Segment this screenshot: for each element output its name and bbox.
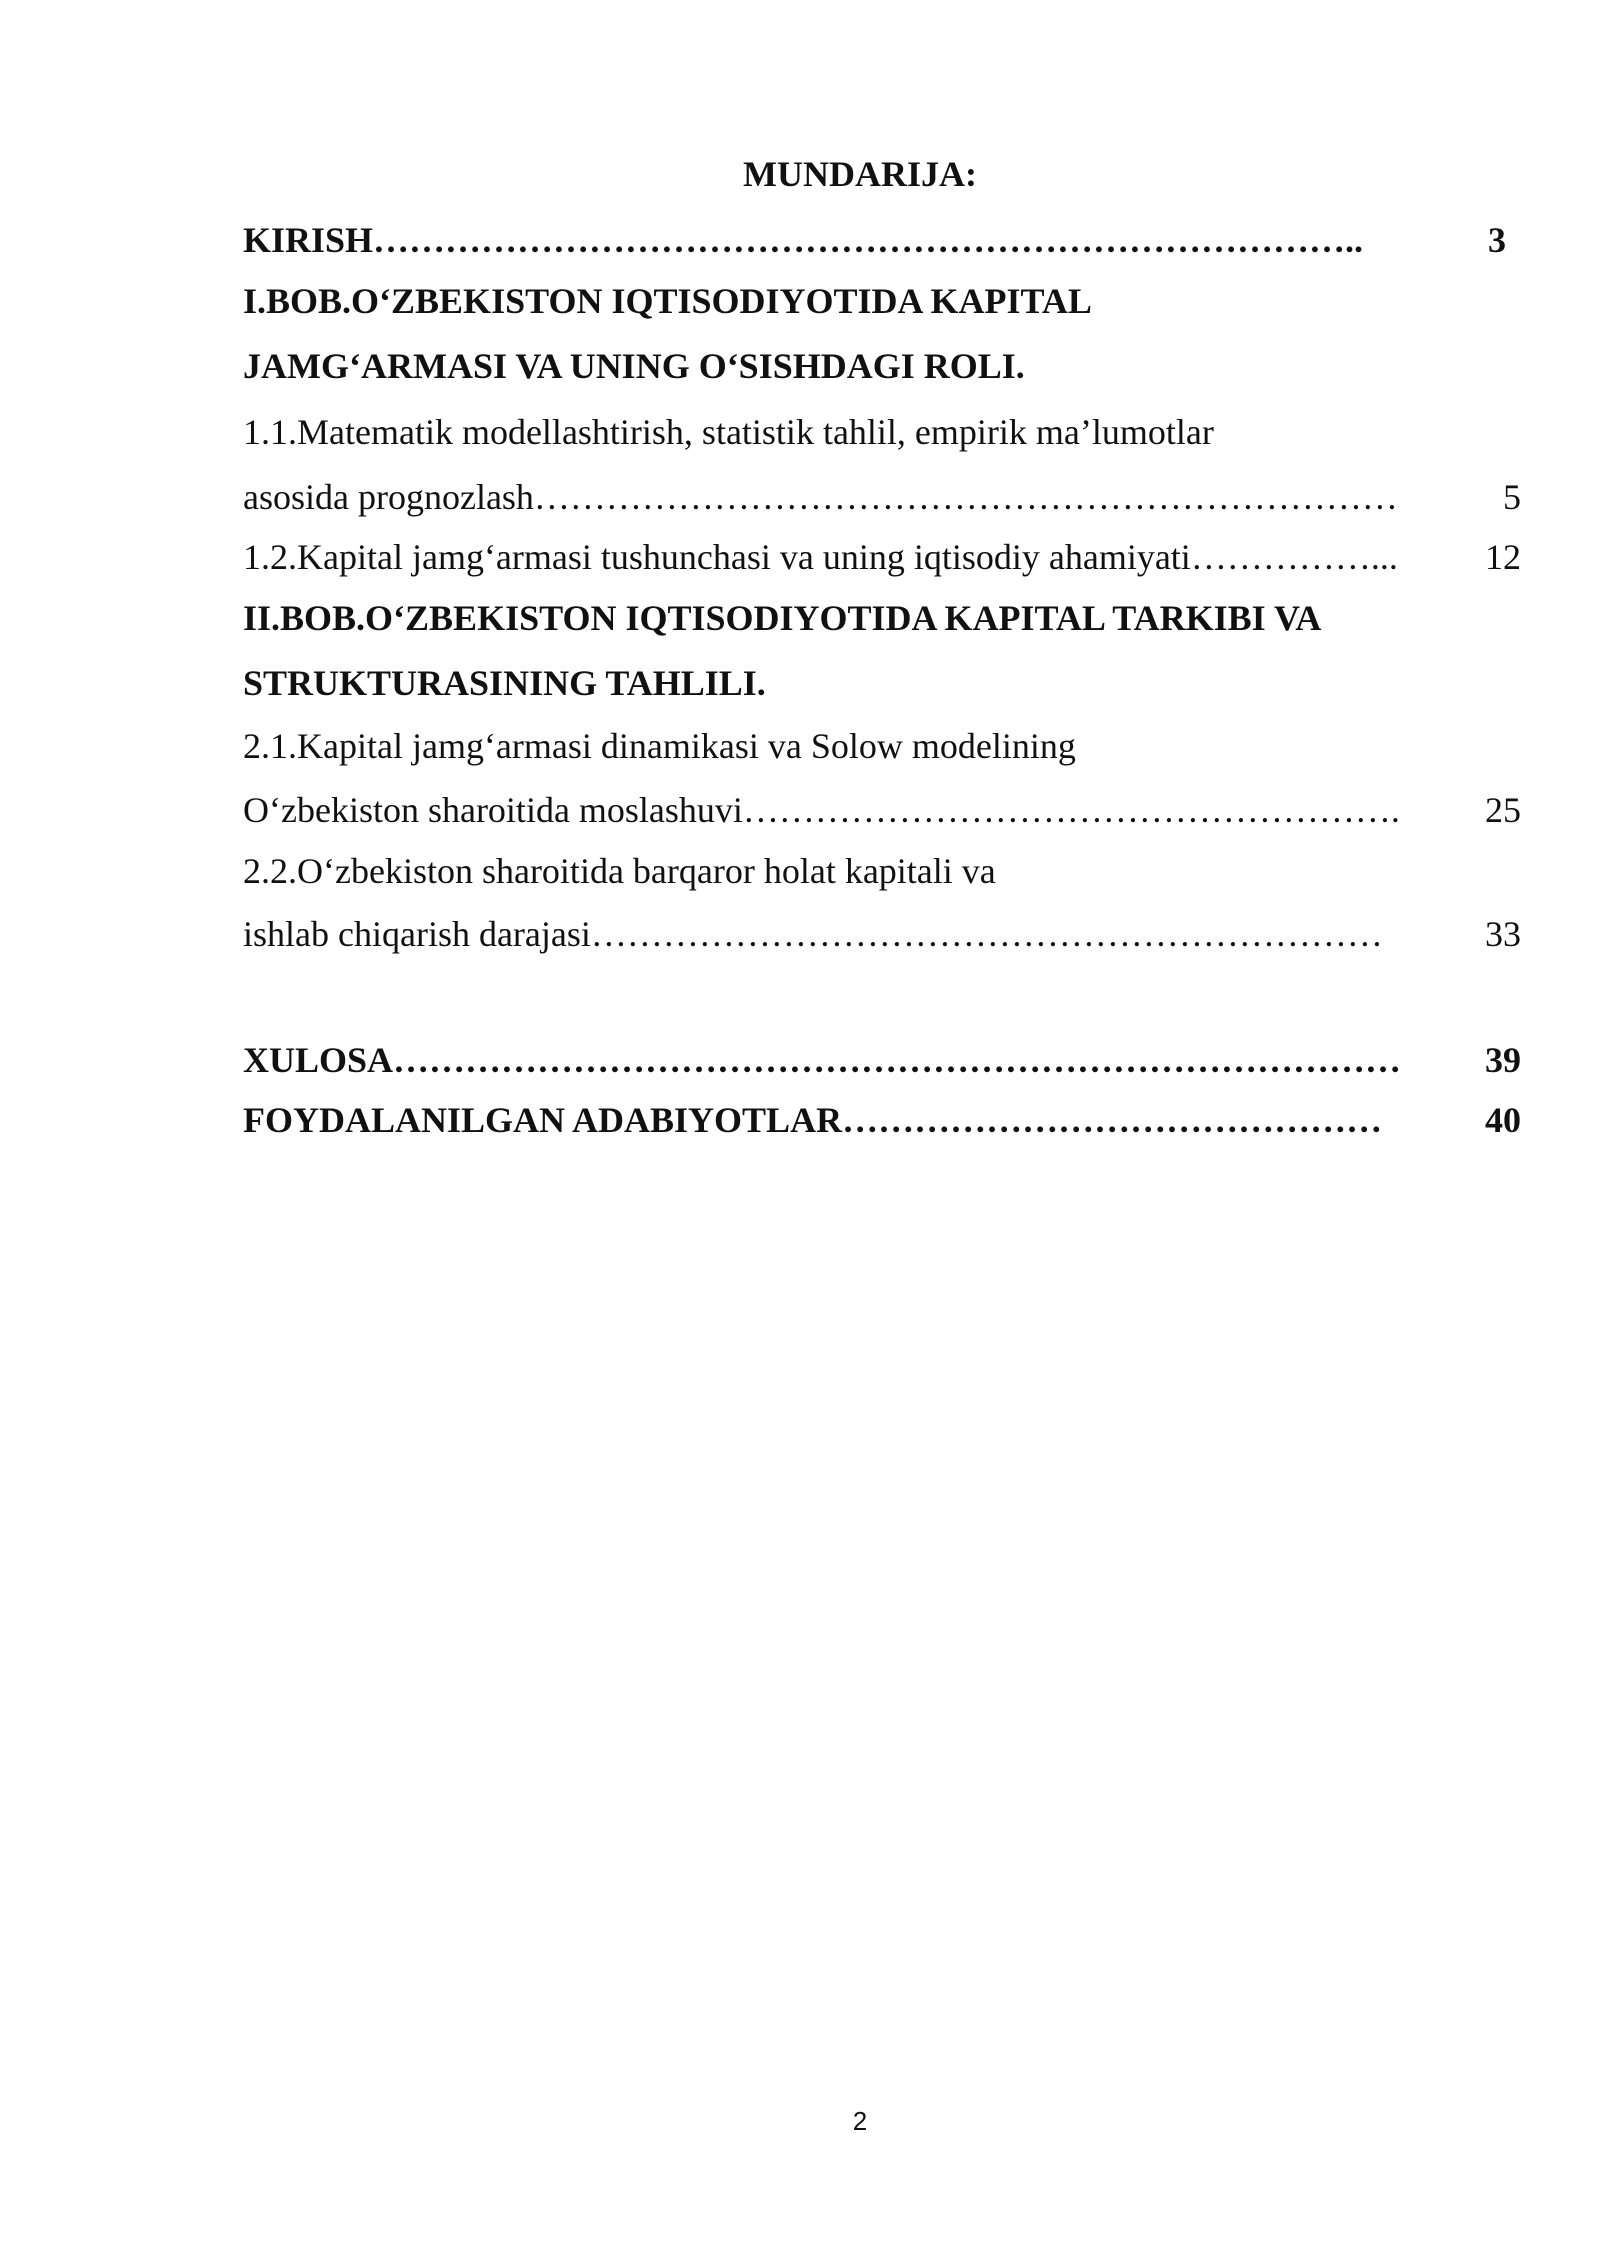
toc-entry-page: 33 [1485, 914, 1521, 954]
toc-entry-page: 25 [1485, 790, 1521, 830]
toc-entry-text: 1.2.Kapital jamg‘armasi tushunchasi va uning iqtisodiy ahamiyati……………... [243, 537, 1398, 577]
toc-entry-text: asosida prognozlash……………………………………………………………… [243, 477, 1398, 517]
toc-section-2-1-line-1: 2.1.Kapital jamg‘armasi dinamikasi va Solow modelining [243, 726, 1076, 766]
toc-entry-page: 12 [1485, 537, 1521, 577]
toc-entry-text: XULOSA………………………………………………………………………… [243, 1040, 1402, 1080]
toc-entry-text: FOYDALANILGAN ADABIYOTLAR……………………………………… [243, 1100, 1383, 1140]
toc-chapter-1-line-1: I.BOB.O‘ZBEKISTON IQTISODIYOTIDA KAPITAL [243, 281, 1092, 321]
toc-entry-text: ishlab chiqarish darajasi………………………………………………………… [243, 914, 1383, 954]
toc-chapter-1-line-2: JAMG‘ARMASI VA UNING O‘SISHDAGI ROLI. [243, 346, 1025, 386]
toc-section-1-1-line-1: 1.1.Matematik modellashtirish, statistik tahlil, empirik ma’lumotlar [243, 412, 1214, 452]
toc-entry-page: 39 [1485, 1040, 1521, 1080]
toc-section-2-2-line-1: 2.2.O‘zbekiston sharoitida barqaror holat kapitali va [243, 851, 996, 891]
toc-entry-page: 5 [1503, 477, 1521, 517]
toc-chapter-2-line-2: STRUKTURASINING TAHLILI. [243, 663, 766, 703]
page-number: 2 [852, 2106, 868, 2136]
toc-entry-page: 40 [1485, 1100, 1521, 1140]
toc-title: MUNDARIJA: [743, 154, 977, 194]
toc-entry-page: 3 [1488, 220, 1506, 260]
toc-chapter-2-line-1: II.BOB.O‘ZBEKISTON IQTISODIYOTIDA KAPITAL TARKIBI VA [243, 598, 1322, 638]
toc-entry-text: KIRISH……………………………………………………………………….. [243, 220, 1364, 260]
toc-entry-text: O‘zbekiston sharoitida moslashuvi………………………………………………. [243, 790, 1400, 830]
